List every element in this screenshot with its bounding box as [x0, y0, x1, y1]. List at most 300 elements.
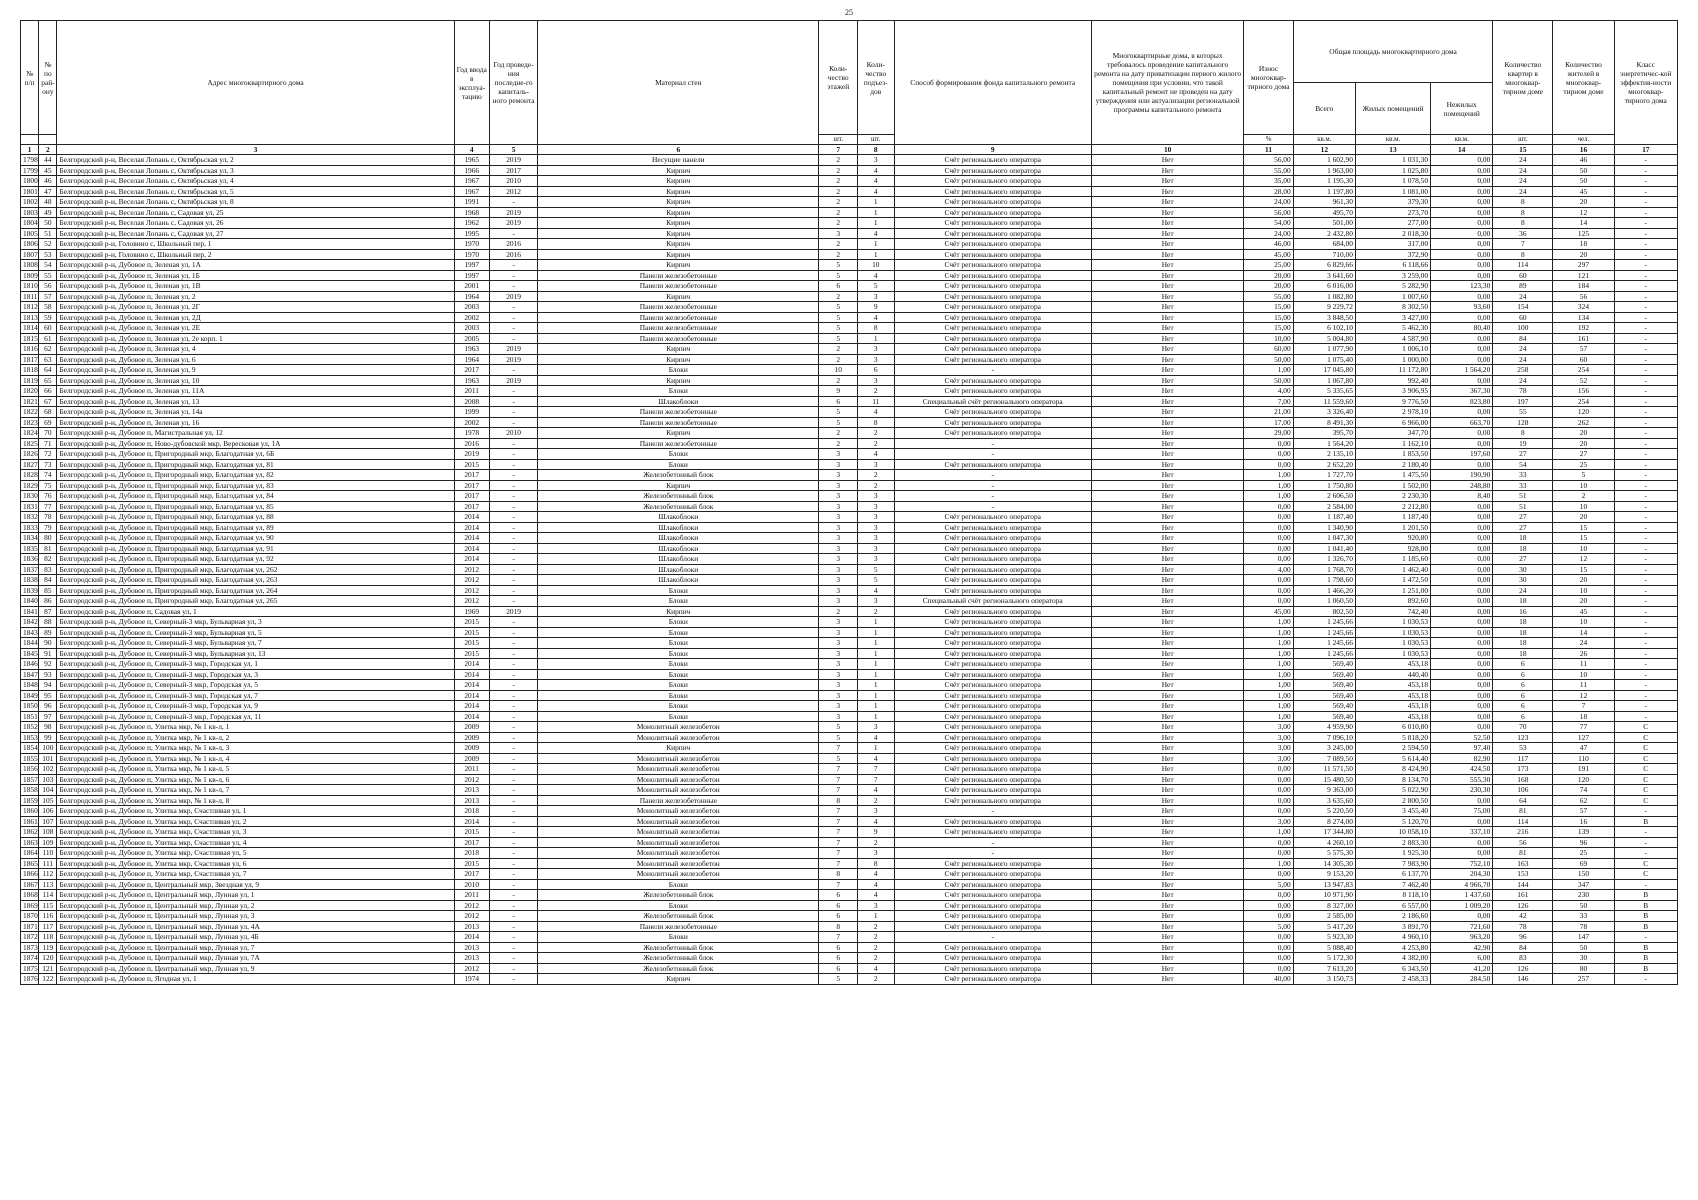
cell-wall-material: Кирпич [538, 260, 819, 271]
table-row [21, 281, 1678, 292]
cell-area-total: 8 491,30 [1293, 417, 1355, 428]
table-row [21, 396, 1678, 407]
cell-apartments: 24 [1493, 354, 1553, 365]
cell-district-number: 86 [39, 596, 57, 607]
cell-area-residential: 2 978,10 [1355, 407, 1430, 418]
cell-last-repair-year: - [489, 795, 537, 806]
cell-residents: 20 [1553, 596, 1614, 607]
cell-floors: 3 [819, 669, 858, 680]
cell-energy-class: - [1614, 554, 1677, 565]
cell-apartments: 6 [1493, 690, 1553, 701]
cell-area-residential: 892,60 [1355, 596, 1430, 607]
cell-energy-class: - [1614, 239, 1677, 250]
cell-fund-method: Счёт регионального оператора [894, 795, 1091, 806]
cell-energy-class: - [1614, 596, 1677, 607]
cell-area-residential: 453,18 [1355, 680, 1430, 691]
cell-district-number: 118 [39, 932, 57, 943]
cell-last-repair-year: - [489, 806, 537, 817]
cell-address: Белгородский р-н, Дубовое п, Зеленая ул, 2Д [57, 312, 454, 323]
cell-floors: 3 [819, 575, 858, 586]
cell-area-total: 9 363,00 [1293, 785, 1355, 796]
cell-year-built: 2002 [454, 417, 489, 428]
cell-fund-method: Счёт регионального оператора [894, 564, 1091, 575]
cell-fund-method: Счёт регионального оператора [894, 711, 1091, 722]
cell-fund-method: Счёт регионального оператора [894, 239, 1091, 250]
cell-year-built: 2003 [454, 302, 489, 313]
cell-area-residential: 1 185,60 [1355, 554, 1430, 565]
cell-residents: 150 [1553, 869, 1614, 880]
cell-residents: 120 [1553, 407, 1614, 418]
cell-repair-required: Нет [1091, 543, 1243, 554]
table-row [21, 900, 1678, 911]
cell-wall-material: Кирпич [538, 743, 819, 754]
cell-wall-material: Монолитный железобетон [538, 869, 819, 880]
cell-entrances: 1 [858, 197, 894, 208]
cell-fund-method: Счёт регионального оператора [894, 386, 1091, 397]
cell-area-total: 569,40 [1293, 659, 1355, 670]
cell-district-number: 47 [39, 186, 57, 197]
cell-entrances: 4 [858, 890, 894, 901]
cell-apartments: 123 [1493, 732, 1553, 743]
cell-fund-method: Счёт регионального оператора [894, 554, 1091, 565]
cell-repair-required: Нет [1091, 606, 1243, 617]
cell-row-number: 1819 [21, 375, 39, 386]
cell-entrances: 5 [858, 281, 894, 292]
cell-address: Белгородский р-н, Дубовое п, Улитка мкр, Счастливая ул, 3 [57, 827, 454, 838]
cell-energy-class: С [1614, 743, 1677, 754]
cell-area-residential: 742,40 [1355, 606, 1430, 617]
cell-area-nonresidential: 823,80 [1431, 396, 1493, 407]
cell-year-built: 2014 [454, 711, 489, 722]
cell-address: Белгородский р-н, Дубовое п, Улитка мкр, Счастливая ул, 6 [57, 858, 454, 869]
cell-floors: 3 [819, 501, 858, 512]
cell-area-residential: 379,30 [1355, 197, 1430, 208]
column-number: 13 [1355, 145, 1430, 155]
cell-entrances: 11 [858, 396, 894, 407]
cell-district-number: 93 [39, 669, 57, 680]
cell-address: Белгородский р-н, Дубовое п, Зеленая ул, 2 [57, 291, 454, 302]
cell-entrances: 1 [858, 638, 894, 649]
cell-repair-required: Нет [1091, 848, 1243, 859]
cell-apartments: 8 [1493, 249, 1553, 260]
cell-wear: 0,00 [1244, 848, 1293, 859]
cell-fund-method: Счёт регионального оператора [894, 974, 1091, 985]
cell-area-residential: 1 030,53 [1355, 627, 1430, 638]
cell-last-repair-year: - [489, 407, 537, 418]
cell-repair-required: Нет [1091, 417, 1243, 428]
cell-wall-material: Блоки [538, 596, 819, 607]
cell-entrances: 2 [858, 795, 894, 806]
cell-area-nonresidential: 0,00 [1431, 522, 1493, 533]
cell-district-number: 45 [39, 165, 57, 176]
cell-area-nonresidential: 1 437,60 [1431, 890, 1493, 901]
column-number: 9 [894, 145, 1091, 155]
cell-energy-class: - [1614, 302, 1677, 313]
cell-address: Белгородский р-н, Дубовое п, Северный-3 мкр, Городская ул, 1 [57, 659, 454, 670]
cell-apartments: 153 [1493, 869, 1553, 880]
cell-district-number: 104 [39, 785, 57, 796]
cell-fund-method: Счёт регионального оператора [894, 218, 1091, 229]
cell-residents: 20 [1553, 438, 1614, 449]
cell-wall-material: Монолитный железобетон [538, 827, 819, 838]
cell-row-number: 1829 [21, 480, 39, 491]
cell-area-nonresidential: 367,30 [1431, 386, 1493, 397]
cell-row-number: 1864 [21, 848, 39, 859]
cell-apartments: 258 [1493, 365, 1553, 376]
cell-district-number: 72 [39, 449, 57, 460]
cell-last-repair-year: - [489, 732, 537, 743]
header-district-number: № по рай-ону [39, 21, 57, 135]
cell-apartments: 24 [1493, 291, 1553, 302]
cell-area-total: 17 344,80 [1293, 827, 1355, 838]
cell-entrances: 2 [858, 606, 894, 617]
cell-area-total: 10 971,90 [1293, 890, 1355, 901]
cell-district-number: 62 [39, 344, 57, 355]
cell-area-nonresidential: 0,00 [1431, 375, 1493, 386]
cell-wear: 24,00 [1244, 197, 1293, 208]
cell-last-repair-year: - [489, 879, 537, 890]
cell-fund-method: Счёт регионального оператора [894, 921, 1091, 932]
table-row [21, 722, 1678, 733]
cell-wall-material: Панели железобетонные [538, 417, 819, 428]
cell-last-repair-year: - [489, 554, 537, 565]
cell-floors: 8 [819, 921, 858, 932]
cell-wear: 55,00 [1244, 165, 1293, 176]
cell-row-number: 1805 [21, 228, 39, 239]
cell-district-number: 99 [39, 732, 57, 743]
cell-wear: 3,00 [1244, 816, 1293, 827]
cell-floors: 6 [819, 890, 858, 901]
cell-area-residential: 992,40 [1355, 375, 1430, 386]
cell-year-built: 2017 [454, 491, 489, 502]
cell-entrances: 4 [858, 407, 894, 418]
cell-district-number: 69 [39, 417, 57, 428]
cell-year-built: 2017 [454, 365, 489, 376]
cell-floors: 5 [819, 323, 858, 334]
table-row [21, 323, 1678, 334]
cell-district-number: 106 [39, 806, 57, 817]
cell-last-repair-year: 2019 [489, 375, 537, 386]
header-fund-method: Способ формирования фонда капитального ремонта [894, 21, 1091, 145]
cell-last-repair-year: - [489, 701, 537, 712]
cell-district-number: 53 [39, 249, 57, 260]
cell-address: Белгородский р-н, Дубовое п, Северный-3 мкр, Городская ул, 5 [57, 680, 454, 691]
cell-residents: 62 [1553, 795, 1614, 806]
cell-last-repair-year: - [489, 522, 537, 533]
table-row [21, 239, 1678, 250]
cell-apartments: 18 [1493, 617, 1553, 628]
cell-year-built: 2014 [454, 932, 489, 943]
cell-fund-method: Счёт регионального оператора [894, 785, 1091, 796]
cell-row-number: 1803 [21, 207, 39, 218]
cell-district-number: 48 [39, 197, 57, 208]
cell-last-repair-year: - [489, 638, 537, 649]
cell-entrances: 4 [858, 785, 894, 796]
table-row [21, 911, 1678, 922]
cell-entrances: 3 [858, 344, 894, 355]
cell-residents: 161 [1553, 333, 1614, 344]
cell-entrances: 3 [858, 459, 894, 470]
cell-floors: 2 [819, 291, 858, 302]
cell-entrances: 3 [858, 806, 894, 817]
cell-floors: 5 [819, 302, 858, 313]
cell-apartments: 18 [1493, 638, 1553, 649]
table-row [21, 743, 1678, 754]
cell-energy-class: С [1614, 785, 1677, 796]
cell-wall-material: Кирпич [538, 606, 819, 617]
cell-floors: 7 [819, 879, 858, 890]
cell-energy-class: - [1614, 407, 1677, 418]
cell-district-number: 116 [39, 911, 57, 922]
cell-residents: 230 [1553, 890, 1614, 901]
cell-energy-class: - [1614, 333, 1677, 344]
header-wall-material: Материал стен [538, 21, 819, 145]
table-row [21, 585, 1678, 596]
cell-floors: 6 [819, 911, 858, 922]
cell-energy-class: - [1614, 564, 1677, 575]
cell-wear: 10,00 [1244, 333, 1293, 344]
cell-fund-method: Счёт регионального оператора [894, 617, 1091, 628]
cell-wall-material: Блоки [538, 617, 819, 628]
table-row [21, 512, 1678, 523]
cell-area-nonresidential: 0,00 [1431, 218, 1493, 229]
cell-entrances: 1 [858, 701, 894, 712]
cell-entrances: 4 [858, 585, 894, 596]
cell-fund-method: - [894, 438, 1091, 449]
cell-year-built: 2013 [454, 785, 489, 796]
cell-wall-material: Шлакоблоки [538, 564, 819, 575]
cell-year-built: 2005 [454, 333, 489, 344]
cell-last-repair-year: - [489, 974, 537, 985]
cell-floors: 8 [819, 869, 858, 880]
cell-fund-method: - [894, 806, 1091, 817]
cell-area-total: 501,00 [1293, 218, 1355, 229]
cell-area-nonresidential: 0,00 [1431, 564, 1493, 575]
cell-energy-class: - [1614, 344, 1677, 355]
cell-year-built: 2013 [454, 953, 489, 964]
cell-fund-method: Счёт регионального оператора [894, 312, 1091, 323]
cell-address: Белгородский р-н, Веселая Лопань с, Садовая ул, 27 [57, 228, 454, 239]
cell-repair-required: Нет [1091, 816, 1243, 827]
table-row [21, 648, 1678, 659]
cell-apartments: 6 [1493, 711, 1553, 722]
cell-area-nonresidential: 0,00 [1431, 501, 1493, 512]
cell-district-number: 112 [39, 869, 57, 880]
cell-address: Белгородский р-н, Дубовое п, Улитка мкр, № 1 кв-л, 2 [57, 732, 454, 743]
cell-area-residential: 5 818,20 [1355, 732, 1430, 743]
cell-area-nonresidential: 0,00 [1431, 722, 1493, 733]
cell-address: Белгородский р-н, Дубовое п, Пригородный мкр, Благодатная ул, 263 [57, 575, 454, 586]
cell-wear: 56,00 [1244, 207, 1293, 218]
cell-wall-material: Блоки [538, 680, 819, 691]
cell-row-number: 1828 [21, 470, 39, 481]
cell-residents: 10 [1553, 501, 1614, 512]
cell-entrances: 4 [858, 312, 894, 323]
cell-year-built: 1962 [454, 218, 489, 229]
column-number: 5 [489, 145, 537, 155]
table-row [21, 533, 1678, 544]
cell-repair-required: Нет [1091, 659, 1243, 670]
cell-wear: 21,00 [1244, 407, 1293, 418]
cell-area-nonresidential: 82,90 [1431, 753, 1493, 764]
cell-area-nonresidential: 963,20 [1431, 932, 1493, 943]
cell-residents: 10 [1553, 585, 1614, 596]
cell-address: Белгородский р-н, Дубовое п, Центральный мкр, Лунная ул, 2 [57, 900, 454, 911]
table-row [21, 470, 1678, 481]
cell-area-nonresidential: 0,00 [1431, 260, 1493, 271]
cell-floors: 2 [819, 165, 858, 176]
cell-area-residential: 372,90 [1355, 249, 1430, 260]
cell-energy-class: - [1614, 575, 1677, 586]
cell-wall-material: Панели железобетонные [538, 281, 819, 292]
cell-area-total: 2 585,00 [1293, 911, 1355, 922]
header-area-residential: Жилых помещений [1355, 83, 1430, 135]
cell-residents: 5 [1553, 470, 1614, 481]
cell-area-total: 5 575,30 [1293, 848, 1355, 859]
cell-row-number: 1866 [21, 869, 39, 880]
cell-residents: 20 [1553, 249, 1614, 260]
cell-fund-method: Счёт регионального оператора [894, 428, 1091, 439]
cell-apartments: 16 [1493, 606, 1553, 617]
cell-area-residential: 273,70 [1355, 207, 1430, 218]
cell-address: Белгородский р-н, Дубовое п, Пригородный мкр, Благодатная ул, 84 [57, 491, 454, 502]
cell-area-residential: 1 006,10 [1355, 344, 1430, 355]
cell-address: Белгородский р-н, Дубовое п, Пригородный мкр, Благодатная ул, 265 [57, 596, 454, 607]
cell-entrances: 3 [858, 491, 894, 502]
cell-residents: 18 [1553, 239, 1614, 250]
cell-area-residential: 1 853,50 [1355, 449, 1430, 460]
cell-area-nonresidential: 190,90 [1431, 470, 1493, 481]
cell-area-total: 1 602,90 [1293, 155, 1355, 166]
cell-wall-material: Блоки [538, 701, 819, 712]
cell-row-number: 1809 [21, 270, 39, 281]
cell-fund-method: Счёт регионального оператора [894, 302, 1091, 313]
cell-repair-required: Нет [1091, 596, 1243, 607]
cell-fund-method: Счёт регионального оператора [894, 375, 1091, 386]
cell-energy-class: С [1614, 722, 1677, 733]
cell-district-number: 84 [39, 575, 57, 586]
cell-wear: 35,00 [1244, 176, 1293, 187]
cell-row-number: 1804 [21, 218, 39, 229]
cell-row-number: 1806 [21, 239, 39, 250]
cell-fund-method: Счёт регионального оператора [894, 323, 1091, 334]
cell-area-total: 802,50 [1293, 606, 1355, 617]
table-row [21, 816, 1678, 827]
cell-wear: 45,00 [1244, 606, 1293, 617]
cell-area-residential: 3 259,00 [1355, 270, 1430, 281]
cell-apartments: 161 [1493, 890, 1553, 901]
table-row [21, 764, 1678, 775]
cell-district-number: 58 [39, 302, 57, 313]
cell-area-total: 3 641,60 [1293, 270, 1355, 281]
cell-apartments: 24 [1493, 344, 1553, 355]
cell-apartments: 163 [1493, 858, 1553, 869]
cell-repair-required: Нет [1091, 449, 1243, 460]
cell-area-residential: 1 078,50 [1355, 176, 1430, 187]
cell-wall-material: Блоки [538, 459, 819, 470]
table-row [21, 186, 1678, 197]
cell-row-number: 1815 [21, 333, 39, 344]
cell-entrances: 4 [858, 228, 894, 239]
cell-row-number: 1821 [21, 396, 39, 407]
cell-last-repair-year: 2019 [489, 207, 537, 218]
cell-residents: 69 [1553, 858, 1614, 869]
cell-wall-material: Блоки [538, 648, 819, 659]
cell-apartments: 6 [1493, 659, 1553, 670]
cell-floors: 3 [819, 627, 858, 638]
cell-wall-material: Монолитный железобетон [538, 785, 819, 796]
cell-area-nonresidential: 0,00 [1431, 606, 1493, 617]
cell-row-number: 1820 [21, 386, 39, 397]
cell-apartments: 24 [1493, 186, 1553, 197]
cell-area-nonresidential: 0,00 [1431, 312, 1493, 323]
cell-residents: 20 [1553, 575, 1614, 586]
cell-wear: 1,00 [1244, 617, 1293, 628]
cell-entrances: 4 [858, 869, 894, 880]
cell-area-nonresidential: 663,70 [1431, 417, 1493, 428]
cell-row-number: 1827 [21, 459, 39, 470]
cell-row-number: 1838 [21, 575, 39, 586]
cell-area-total: 2 584,00 [1293, 501, 1355, 512]
cell-entrances: 4 [858, 449, 894, 460]
cell-energy-class: - [1614, 323, 1677, 334]
table-row [21, 375, 1678, 386]
cell-last-repair-year: - [489, 564, 537, 575]
cell-apartments: 146 [1493, 974, 1553, 985]
cell-last-repair-year: - [489, 501, 537, 512]
cell-year-built: 2012 [454, 900, 489, 911]
cell-fund-method: - [894, 491, 1091, 502]
cell-district-number: 60 [39, 323, 57, 334]
cell-last-repair-year: - [489, 365, 537, 376]
cell-area-nonresidential: 0,00 [1431, 344, 1493, 355]
cell-district-number: 92 [39, 659, 57, 670]
cell-entrances: 4 [858, 963, 894, 974]
cell-district-number: 122 [39, 974, 57, 985]
cell-address: Белгородский р-н, Дубовое п, Северный-3 мкр, Бульварная ул, 7 [57, 638, 454, 649]
cell-area-total: 8 274,00 [1293, 816, 1355, 827]
cell-address: Белгородский р-н, Дубовое п, Северный-3 мкр, Городская ул, 11 [57, 711, 454, 722]
cell-area-nonresidential: 752,10 [1431, 858, 1493, 869]
cell-energy-class: - [1614, 522, 1677, 533]
cell-repair-required: Нет [1091, 806, 1243, 817]
cell-floors: 3 [819, 459, 858, 470]
cell-row-number: 1831 [21, 501, 39, 512]
cell-apartments: 60 [1493, 270, 1553, 281]
cell-wear: 54,00 [1244, 218, 1293, 229]
cell-residents: 297 [1553, 260, 1614, 271]
cell-address: Белгородский р-н, Дубовое п, Центральный мкр, Лунная ул, 7А [57, 953, 454, 964]
cell-repair-required: Нет [1091, 900, 1243, 911]
cell-district-number: 90 [39, 638, 57, 649]
cell-wall-material: Кирпич [538, 197, 819, 208]
cell-entrances: 3 [858, 375, 894, 386]
cell-year-built: 2014 [454, 659, 489, 670]
cell-residents: 57 [1553, 344, 1614, 355]
cell-residents: 254 [1553, 396, 1614, 407]
cell-district-number: 102 [39, 764, 57, 775]
cell-area-residential: 5 614,40 [1355, 753, 1430, 764]
cell-residents: 125 [1553, 228, 1614, 239]
cell-area-residential: 2 594,50 [1355, 743, 1430, 754]
cell-area-total: 2 135,10 [1293, 449, 1355, 460]
cell-year-built: 2016 [454, 438, 489, 449]
cell-entrances: 3 [858, 354, 894, 365]
cell-residents: 45 [1553, 186, 1614, 197]
cell-year-built: 2012 [454, 564, 489, 575]
table-row [21, 774, 1678, 785]
cell-address: Белгородский р-н, Дубовое п, Зеленая ул, 1В [57, 281, 454, 292]
